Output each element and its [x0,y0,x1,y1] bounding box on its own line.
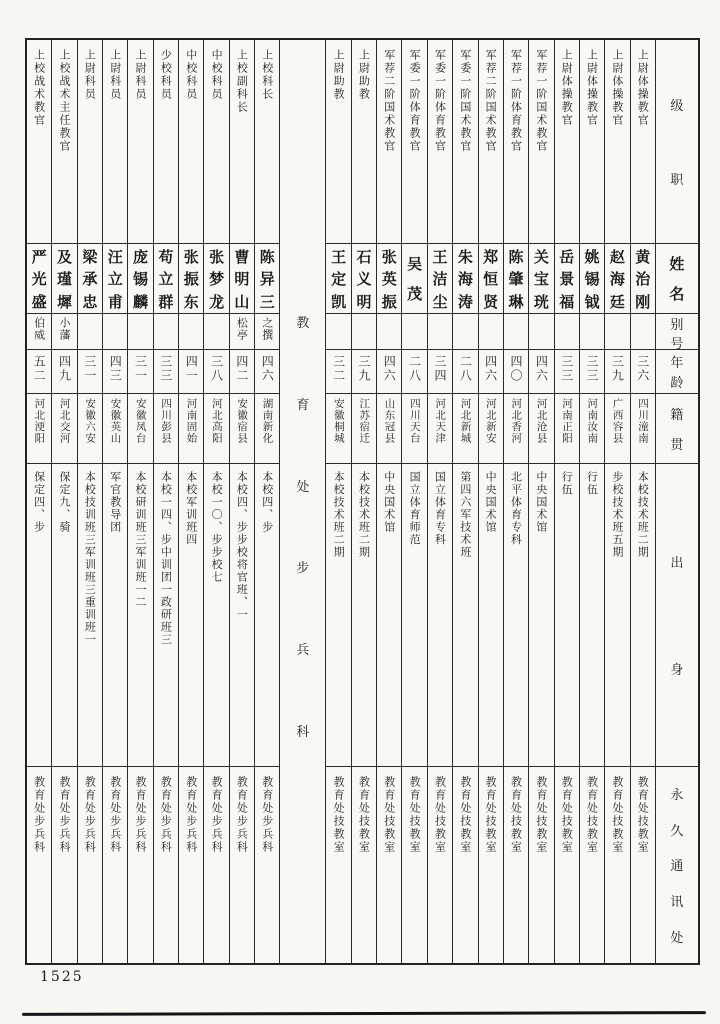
person-column [230,40,255,963]
person-column [128,40,153,963]
person-permanent-address: 教育处技教室 [560,776,574,854]
row-label-background: 出 身 [656,464,698,767]
person-permanent-address: 教育处步兵科 [159,776,173,854]
section-divider-column [280,40,326,963]
person-name: 郑 恒 贤 [479,244,503,314]
person-age: 三三 [555,350,579,394]
person-background: 北平体育专科 [504,464,528,767]
row-label-rank: 级 职 [656,40,698,244]
person-background: 第四六军技术班 [453,464,477,767]
person-rank: 上尉体操教官 [605,40,629,244]
person-column [504,40,529,963]
person-permanent-address: 教育处技教室 [332,776,346,854]
person-age: 四一 [179,350,203,394]
person-name: 张 英 振 [377,244,401,314]
person-background: 国立体育专科 [428,464,452,767]
person-native-place: 四川彭县 [154,394,178,464]
person-column [555,40,580,963]
person-background: 保定九、骑 [52,464,76,767]
person-rank: 上尉科员 [128,40,152,244]
person-permanent-address: 教育处技教室 [433,776,447,854]
person-rank: 军委一阶国术教官 [453,40,477,244]
person-background: 本校四、步步校将官班、一 [230,464,254,767]
person-age: 四六 [479,350,503,394]
person-native-place: 河北新城 [453,394,477,464]
person-age: 四二 [230,350,254,394]
person-rank: 上尉体操教官 [555,40,579,244]
person-native-place: 安徽凤台 [128,394,152,464]
person-age: 三四 [428,350,452,394]
person-permanent-address: 教育处技教室 [408,776,422,854]
person-name: 苟 立 群 [154,244,178,314]
person-rank: 上尉助教 [352,40,376,244]
person-permanent-address: 教育处步兵科 [235,776,249,854]
person-alias [352,314,376,350]
section-divider-title: 教 育 处 步 兵 科 [296,316,310,740]
row-label-name: 姓 名 [656,244,698,314]
person-native-place: 河南正阳 [555,394,579,464]
person-alias [103,314,127,350]
person-column [428,40,453,963]
row-label-alias: 别 号 [656,314,698,350]
person-alias [154,314,178,350]
person-permanent-address: 教育处步兵科 [260,776,274,854]
person-column [179,40,204,963]
person-column [255,40,280,963]
person-permanent-address: 教育处步兵科 [108,776,122,854]
person-permanent-address: 教育处技教室 [509,776,523,854]
person-name: 张 振 东 [179,244,203,314]
person-rank: 军委一阶体育教官 [402,40,426,244]
person-name: 石 义 明 [352,244,376,314]
person-rank: 上校战术教官 [27,40,51,244]
person-permanent-address: 教育处步兵科 [58,776,72,854]
person-column [326,40,351,963]
person-native-place: 河北高阳 [204,394,228,464]
person-rank: 中校科员 [179,40,203,244]
person-rank: 上校副科长 [230,40,254,244]
person-name: 岳 景 福 [555,244,579,314]
person-alias [555,314,579,350]
person-column [27,40,52,963]
person-alias: 之撰 [255,314,279,350]
person-permanent-address: 教育处技教室 [534,776,548,854]
person-alias [428,314,452,350]
row-label-native-place: 籍 贯 [656,394,698,464]
person-alias [479,314,503,350]
person-name: 曹 明 山 [230,244,254,314]
person-background: 行伍 [555,464,579,767]
person-alias [179,314,203,350]
person-rank: 军荐一阶国术教官 [529,40,553,244]
person-rank: 军委一阶体育教官 [428,40,452,244]
person-name: 张 梦 龙 [204,244,228,314]
person-column [78,40,103,963]
person-name: 梁 承 忠 [78,244,102,314]
person-background: 中央国术馆 [479,464,503,767]
person-age: 五二 [27,350,51,394]
person-alias [529,314,553,350]
person-background: 本校军训班四 [179,464,203,767]
person-name: 关 宝 珖 [529,244,553,314]
person-native-place: 河北香河 [504,394,528,464]
person-rank: 上校科长 [255,40,279,244]
person-column [204,40,229,963]
person-column [352,40,377,963]
person-age: 四六 [377,350,401,394]
person-background: 本校研训班三军训班一二 [128,464,152,767]
person-native-place: 安徽宿县 [230,394,254,464]
person-name: 及 瑾 墀 [52,244,76,314]
person-age: 三三 [154,350,178,394]
person-permanent-address: 教育处技教室 [357,776,371,854]
person-background: 中央国术馆 [377,464,401,767]
person-native-place: 河北天津 [428,394,452,464]
person-permanent-address: 教育处步兵科 [184,776,198,854]
scan-edge-line [22,1011,706,1016]
person-name: 吴 茂 [402,244,426,314]
person-permanent-address: 教育处技教室 [636,776,650,854]
roster-table [25,38,700,965]
person-name: 王 洁 尘 [428,244,452,314]
person-alias [402,314,426,350]
person-rank: 上尉体操教官 [580,40,604,244]
person-name: 汪 立 甫 [103,244,127,314]
person-native-place: 河北浭阳 [27,394,51,464]
person-permanent-address: 教育处步兵科 [83,776,97,854]
person-background: 步校技术班五期 [605,464,629,767]
person-alias [377,314,401,350]
person-column [631,40,656,963]
person-rank: 中校科员 [204,40,228,244]
person-age: 二八 [453,350,477,394]
person-name: 王 定 凯 [326,244,350,314]
person-age: 四〇 [504,350,528,394]
person-alias [204,314,228,350]
person-alias [504,314,528,350]
person-native-place: 河北新安 [479,394,503,464]
row-label-age: 年 龄 [656,350,698,394]
person-permanent-address: 教育处技教室 [585,776,599,854]
person-permanent-address: 教育处技教室 [382,776,396,854]
person-native-place: 安徽六安 [78,394,102,464]
person-column [52,40,77,963]
person-age: 三三 [580,350,604,394]
person-name: 姚 锡 钺 [580,244,604,314]
person-rank: 军荐二阶国术教官 [377,40,401,244]
person-name: 黄 治 刚 [631,244,655,314]
person-rank: 上尉科员 [103,40,127,244]
person-permanent-address: 教育处技教室 [610,776,624,854]
person-age: 四六 [255,350,279,394]
person-age: 三八 [204,350,228,394]
person-column [580,40,605,963]
person-background: 本校技术班二期 [631,464,655,767]
person-column [529,40,554,963]
person-age: 四九 [52,350,76,394]
person-background: 本校技训班三军训班三重训班一 [78,464,102,767]
person-alias [128,314,152,350]
row-header-column [656,40,698,963]
person-native-place: 河南固始 [179,394,203,464]
person-name: 陈 肇 琳 [504,244,528,314]
person-rank: 上尉体操教官 [631,40,655,244]
person-native-place: 四川天台 [402,394,426,464]
person-background: 中央国术馆 [529,464,553,767]
person-native-place: 安徽英山 [103,394,127,464]
person-age: 四六 [529,350,553,394]
person-name: 朱 海 涛 [453,244,477,314]
person-background: 本校四、步 [255,464,279,767]
person-rank: 军荐一阶体育教官 [504,40,528,244]
person-background: 本校一四、步中训团一政研班三 [154,464,178,767]
person-native-place: 河北沧县 [529,394,553,464]
person-alias: 松亭 [230,314,254,350]
person-native-place: 广西容县 [605,394,629,464]
person-column [479,40,504,963]
person-permanent-address: 教育处技教室 [458,776,472,854]
person-age: 三九 [352,350,376,394]
person-age: 四三 [103,350,127,394]
person-age: 三一 [78,350,102,394]
person-rank: 上尉科员 [78,40,102,244]
person-rank: 军荐二阶国术教官 [479,40,503,244]
person-alias [326,314,350,350]
person-native-place: 安徽桐城 [326,394,350,464]
person-native-place: 山东冠县 [377,394,401,464]
person-native-place: 湖南新化 [255,394,279,464]
person-background: 本校一〇、步步校七 [204,464,228,767]
person-alias: 小藩 [52,314,76,350]
person-column [605,40,630,963]
person-permanent-address: 教育处步兵科 [210,776,224,854]
person-alias [78,314,102,350]
person-background: 本校技术班二期 [352,464,376,767]
page-number: 1525 [40,969,84,985]
person-native-place: 河北交河 [52,394,76,464]
person-native-place: 河南汝南 [580,394,604,464]
person-column [154,40,179,963]
person-background: 国立体育师范 [402,464,426,767]
person-native-place: 江苏宿迁 [352,394,376,464]
person-alias: 伯威 [27,314,51,350]
person-background: 军官教导团 [103,464,127,767]
person-age: 三九 [605,350,629,394]
person-native-place: 四川潼南 [631,394,655,464]
person-column [103,40,128,963]
person-column [453,40,478,963]
person-alias [580,314,604,350]
person-name: 赵 海 廷 [605,244,629,314]
person-age: 二八 [402,350,426,394]
person-alias [453,314,477,350]
person-rank: 少校科员 [154,40,178,244]
person-permanent-address: 教育处步兵科 [134,776,148,854]
person-rank: 上校战术主任教官 [52,40,76,244]
person-background: 行伍 [580,464,604,767]
person-column [402,40,427,963]
person-alias [631,314,655,350]
person-age: 三二 [326,350,350,394]
person-name: 庞 锡 麟 [128,244,152,314]
person-name: 陈 异 三 [255,244,279,314]
person-column [377,40,402,963]
person-age: 三六 [631,350,655,394]
person-alias [605,314,629,350]
row-label-permanent-address: 永 久 通 讯 处 [670,787,684,947]
person-background: 保定四、步 [27,464,51,767]
person-age: 三一 [128,350,152,394]
person-name: 严 光 盛 [27,244,51,314]
person-permanent-address: 教育处步兵科 [32,776,46,854]
person-permanent-address: 教育处技教室 [484,776,498,854]
person-background: 本校技术班二期 [326,464,350,767]
person-rank: 上尉助教 [326,40,350,244]
